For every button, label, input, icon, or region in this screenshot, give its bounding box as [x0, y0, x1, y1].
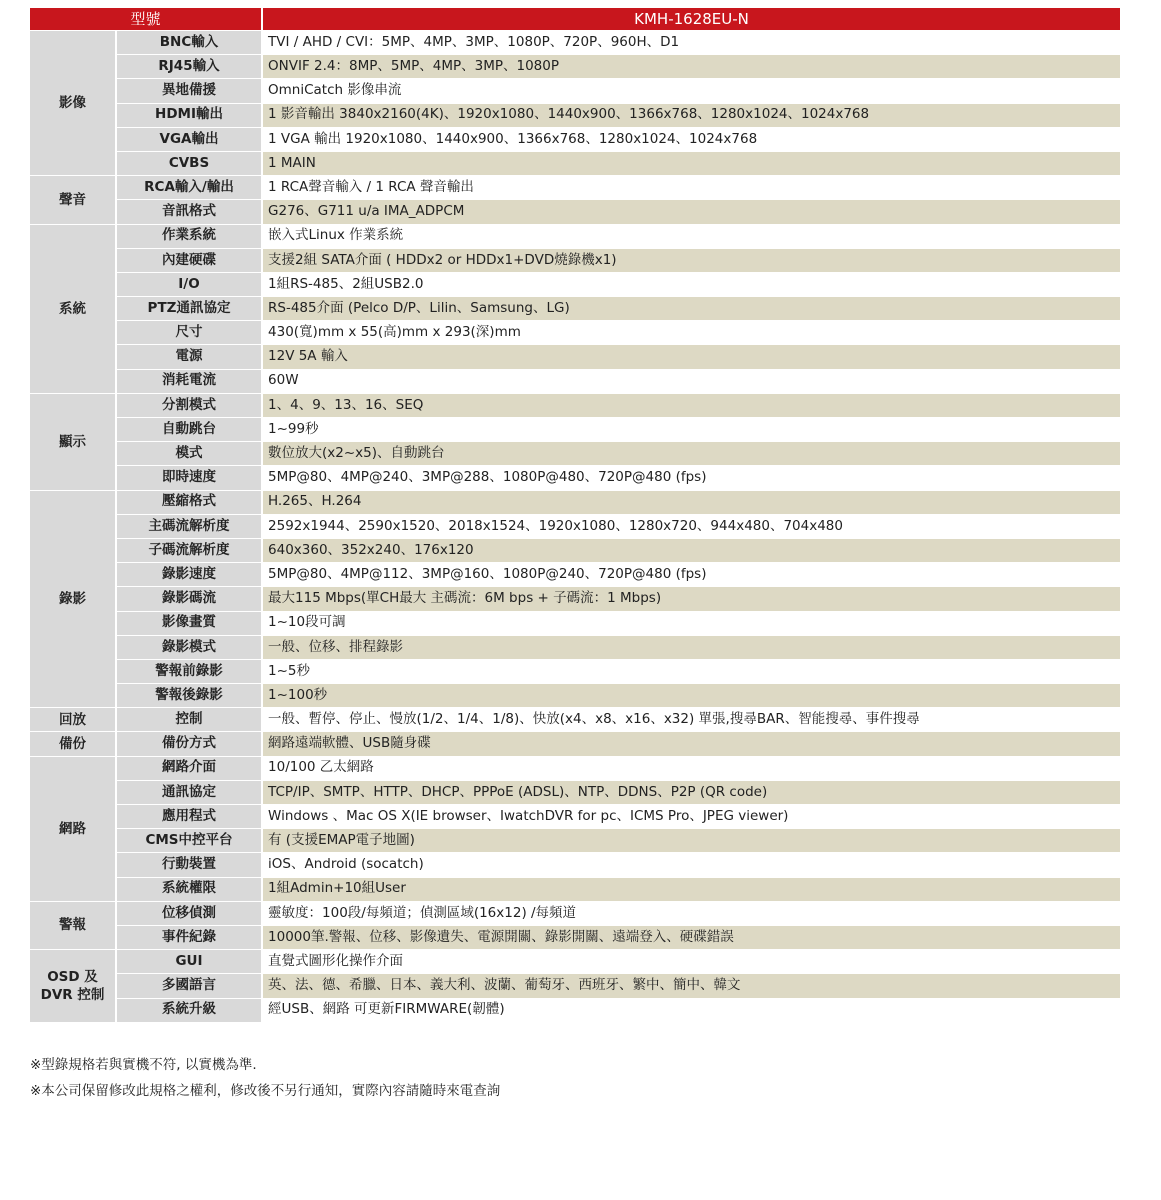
spec-row	[30, 393, 1120, 417]
spec-row	[30, 708, 1120, 732]
spec-row	[30, 418, 1120, 442]
spec-label: 主碼流解析度	[116, 514, 262, 538]
spec-row	[30, 224, 1120, 248]
spec-label: 電源	[116, 345, 262, 369]
spec-value: 有 (支援EMAP電子地圖)	[262, 829, 1120, 853]
spec-row	[30, 974, 1120, 998]
spec-value: 1~10段可調	[262, 611, 1120, 635]
spec-label: 模式	[116, 442, 262, 466]
spec-row	[30, 248, 1120, 272]
footnote: ※本公司保留修改此規格之權利，修改後不另行通知，實際內容請隨時來電查詢	[30, 1083, 501, 1099]
spec-row	[30, 684, 1120, 708]
spec-row	[30, 805, 1120, 829]
spec-label: 警報前錄影	[116, 659, 262, 683]
spec-value: 640x360、352x240、176x120	[262, 538, 1120, 562]
spec-label: 壓縮格式	[116, 490, 262, 514]
spec-label: 子碼流解析度	[116, 538, 262, 562]
spec-table-body	[30, 8, 1120, 1022]
spec-row	[30, 151, 1120, 175]
spec-value: 1組Admin+10組User	[262, 877, 1120, 901]
spec-label: 影像畫質	[116, 611, 262, 635]
spec-label: 網路介面	[116, 756, 262, 780]
spec-value: 1組RS-485、2組USB2.0	[262, 272, 1120, 296]
spec-row	[30, 55, 1120, 79]
spec-label: 行動裝置	[116, 853, 262, 877]
spec-value: 英、法、德、希臘、日本、義大利、波蘭、葡萄牙、西班牙、繁中、簡中、韓文	[262, 974, 1120, 998]
spec-value: 靈敏度：100段/每頻道；偵測區域(16x12) /每頻道	[262, 901, 1120, 925]
group-label: 錄影	[30, 490, 116, 708]
spec-label: 事件紀錄	[116, 925, 262, 949]
spec-label: HDMI輸出	[116, 103, 262, 127]
spec-row	[30, 321, 1120, 345]
spec-label: RJ45輸入	[116, 55, 262, 79]
spec-label: 內建硬碟	[116, 248, 262, 272]
spec-label: 即時速度	[116, 466, 262, 490]
spec-value: 1、4、9、13、16、SEQ	[262, 393, 1120, 417]
spec-row	[30, 732, 1120, 756]
spec-value: 支援2組 SATA介面 ( HDDx2 or HDDx1+DVD燒錄機x1)	[262, 248, 1120, 272]
spec-value: H.265、H.264	[262, 490, 1120, 514]
spec-value: 60W	[262, 369, 1120, 393]
footnotes	[30, 1052, 500, 1104]
spec-row	[30, 756, 1120, 780]
spec-label: 自動跳台	[116, 418, 262, 442]
spec-label: 錄影碼流	[116, 587, 262, 611]
spec-row	[30, 200, 1120, 224]
model-number: KMH-1628EU-N	[262, 8, 1120, 31]
group-label: 回放	[30, 708, 116, 732]
spec-value: RS-485介面 (Pelco D/P、Lilin、Samsung、LG)	[262, 297, 1120, 321]
spec-row	[30, 587, 1120, 611]
spec-label: 分割模式	[116, 393, 262, 417]
spec-label: 錄影模式	[116, 635, 262, 659]
spec-row	[30, 925, 1120, 949]
spec-value: Windows 、Mac OS X(IE browser、IwatchDVR for pc、ICMS Pro、JPEG viewer)	[262, 805, 1120, 829]
spec-label: 作業系統	[116, 224, 262, 248]
spec-label: I/O	[116, 272, 262, 296]
spec-value: 5MP@80、4MP@112、3MP@160、1080P@240、720P@480 (fps)	[262, 563, 1120, 587]
spec-label: GUI	[116, 950, 262, 974]
spec-label: 系統權限	[116, 877, 262, 901]
spec-row	[30, 829, 1120, 853]
spec-value: 直覺式圖形化操作介面	[262, 950, 1120, 974]
spec-value: 1 影音輸出 3840x2160(4K)、1920x1080、1440x900、1366x768、1280x1024、1024x768	[262, 103, 1120, 127]
spec-row	[30, 514, 1120, 538]
spec-row	[30, 538, 1120, 562]
spec-value: 嵌入式Linux 作業系統	[262, 224, 1120, 248]
spec-value: 1~5秒	[262, 659, 1120, 683]
spec-value: iOS、Android (socatch)	[262, 853, 1120, 877]
spec-value: 2592x1944、2590x1520、2018x1524、1920x1080、1280x720、944x480、704x480	[262, 514, 1120, 538]
spec-label: BNC輸入	[116, 31, 262, 55]
spec-value: 1~99秒	[262, 418, 1120, 442]
model-label: 型號	[30, 8, 262, 31]
spec-label: CVBS	[116, 151, 262, 175]
spec-value: OmniCatch 影像串流	[262, 79, 1120, 103]
spec-row	[30, 31, 1120, 55]
spec-row	[30, 780, 1120, 804]
spec-row	[30, 297, 1120, 321]
spec-label: CMS中控平台	[116, 829, 262, 853]
spec-label: 消耗電流	[116, 369, 262, 393]
group-label: 聲音	[30, 176, 116, 224]
spec-value: 10000筆.警報、位移、影像遺失、電源開關、錄影開關、遠端登入、硬碟錯誤	[262, 925, 1120, 949]
spec-label: 控制	[116, 708, 262, 732]
spec-row	[30, 466, 1120, 490]
spec-row	[30, 369, 1120, 393]
spec-row	[30, 853, 1120, 877]
spec-value: 網路遠端軟體、USB隨身碟	[262, 732, 1120, 756]
spec-value: 一般、位移、排程錄影	[262, 635, 1120, 659]
spec-value: 經USB、網路 可更新FIRMWARE(韌體)	[262, 998, 1120, 1022]
spec-value: 12V 5A 輸入	[262, 345, 1120, 369]
spec-label: 應用程式	[116, 805, 262, 829]
spec-label: VGA輸出	[116, 127, 262, 151]
spec-row	[30, 176, 1120, 200]
spec-row	[30, 563, 1120, 587]
spec-label: 尺寸	[116, 321, 262, 345]
spec-value: 5MP@80、4MP@240、3MP@288、1080P@480、720P@480 (fps)	[262, 466, 1120, 490]
spec-row	[30, 635, 1120, 659]
spec-value: 數位放大(x2~x5)、自動跳台	[262, 442, 1120, 466]
spec-value: TVI / AHD / CVI：5MP、4MP、3MP、1080P、720P、960H、D1	[262, 31, 1120, 55]
spec-label: 異地備援	[116, 79, 262, 103]
spec-label: 通訊協定	[116, 780, 262, 804]
spec-label: 位移偵測	[116, 901, 262, 925]
spec-label: 音訊格式	[116, 200, 262, 224]
spec-label: RCA輸入/輸出	[116, 176, 262, 200]
spec-value: 10/100 乙太網路	[262, 756, 1120, 780]
spec-value: 1~100秒	[262, 684, 1120, 708]
spec-row	[30, 611, 1120, 635]
header-row	[30, 8, 1120, 31]
spec-value: ONVIF 2.4：8MP、5MP、4MP、3MP、1080P	[262, 55, 1120, 79]
spec-row	[30, 79, 1120, 103]
spec-value: TCP/IP、SMTP、HTTP、DHCP、PPPoE (ADSL)、NTP、DDNS、P2P (QR code)	[262, 780, 1120, 804]
group-label: 系統	[30, 224, 116, 393]
spec-row	[30, 103, 1120, 127]
spec-value: 一般、暫停、停止、慢放(1/2、1/4、1/8)、快放(x4、x8、x16、x32) 單張,搜尋BAR、智能搜尋、事件搜尋	[262, 708, 1120, 732]
group-label: 網路	[30, 756, 116, 901]
spec-row	[30, 490, 1120, 514]
spec-row	[30, 659, 1120, 683]
spec-row	[30, 998, 1120, 1022]
spec-value: 1 RCA聲音輸入 / 1 RCA 聲音輸出	[262, 176, 1120, 200]
group-label: 警報	[30, 901, 116, 949]
spec-value: 1 VGA 輸出 1920x1080、1440x900、1366x768、1280x1024、1024x768	[262, 127, 1120, 151]
spec-label: PTZ通訊協定	[116, 297, 262, 321]
spec-value: G276、G711 u/a IMA_ADPCM	[262, 200, 1120, 224]
spec-table	[30, 8, 1120, 1023]
spec-row	[30, 877, 1120, 901]
spec-value: 1 MAIN	[262, 151, 1120, 175]
spec-label: 多國語言	[116, 974, 262, 998]
spec-label: 備份方式	[116, 732, 262, 756]
spec-row	[30, 950, 1120, 974]
spec-value: 430(寬)mm x 55(高)mm x 293(深)mm	[262, 321, 1120, 345]
spec-row	[30, 442, 1120, 466]
spec-value: 最大115 Mbps(單CH最大 主碼流：6M bps + 子碼流：1 Mbps)	[262, 587, 1120, 611]
spec-row	[30, 127, 1120, 151]
spec-label: 錄影速度	[116, 563, 262, 587]
spec-row	[30, 272, 1120, 296]
group-label: 備份	[30, 732, 116, 756]
spec-row	[30, 901, 1120, 925]
group-label: 影像	[30, 31, 116, 176]
spec-label: 警報後錄影	[116, 684, 262, 708]
group-label: OSD 及 DVR 控制	[30, 950, 116, 1023]
spec-label: 系統升級	[116, 998, 262, 1022]
footnote: ※型錄規格若與實機不符, 以實機為準.	[30, 1057, 257, 1073]
spec-row	[30, 345, 1120, 369]
group-label: 顯示	[30, 393, 116, 490]
